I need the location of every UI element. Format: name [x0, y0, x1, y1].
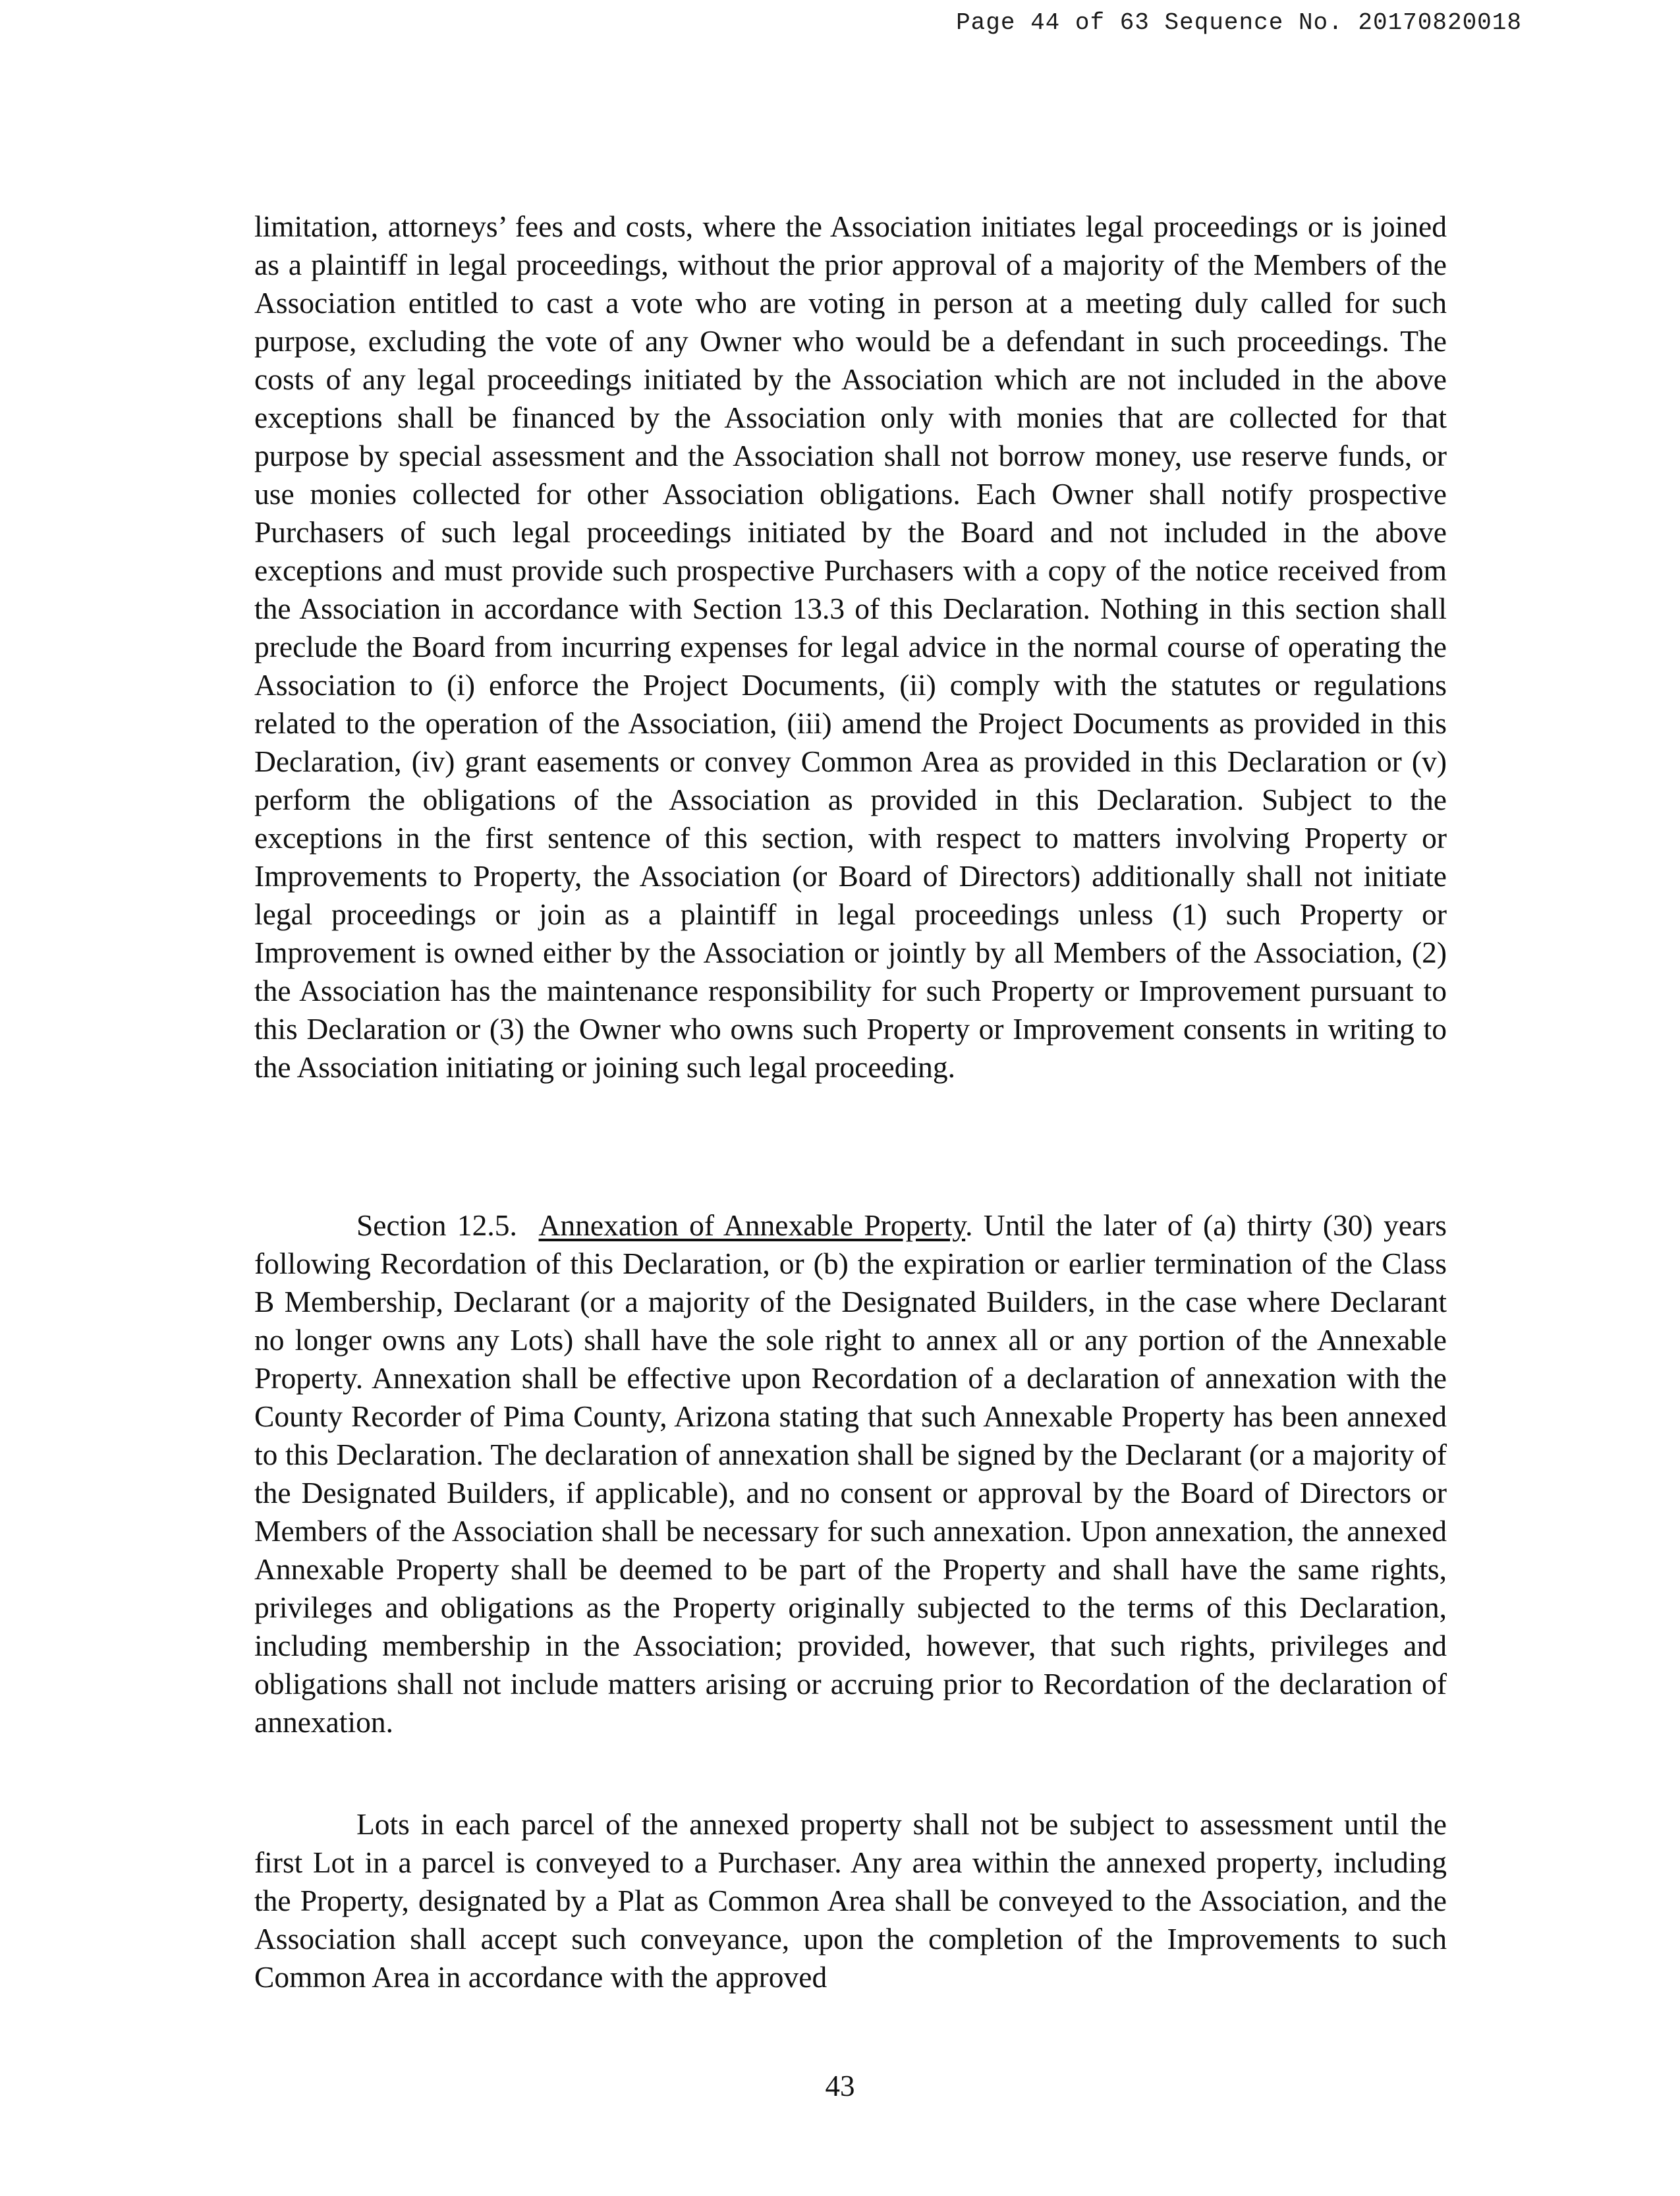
body-paragraph-legal-proceedings — [254, 208, 1447, 1086]
page-header: Page 44 of 63 Sequence No. 20170820018 — [956, 9, 1522, 36]
section-body: . Until the later of (a) thirty (30) years following Recordation of this Declaration, or (b) the expiration or earlier termination of the Class B Membership, Declarant (or a majority of the Designated Builders, in the case where Declarant no longer owns any Lots) shall have the sole right to annex all or any portion of the Annexable Property. Annexation shall be effective upon Recordation of a declaration of annexation with the County Recorder of Pima County, Arizona stating that such Annexable Property has been annexed to this Declaration. The declaration of annexation shall be signed by the Declarant (or a majority of the Designated Builders, if applicable), and no consent or approval by the Board of Directors or Members of the Association shall be necessary for such annexation. Upon annexation, the annexed Annexable Property shall be deemed to be part of the Property and shall have the same rights, privileges and obligations as the Property originally subjected to the terms of this Declaration, including membership in the Association; provided, however, that such rights, privileges and obligations shall not include matters arising or accruing prior to Recordation of the declaration of annexation. — [254, 1208, 1447, 1739]
body-paragraph-annexed-lots — [254, 1805, 1447, 1996]
paragraph-text — [254, 1206, 1447, 1741]
paragraph-text: Lots in each parcel of the annexed property shall not be subject to assessment until the first Lot in a parcel is conveyed to a Purchaser. Any area within the annexed property, including the Property, designated by a Plat as Common Area shall be conveyed to the Association, and the Association shall accept such conveyance, upon the completion of the Improvements to such Common Area in accordance with the approved — [254, 1807, 1447, 1994]
section-heading: Annexation of Annexable Property — [538, 1208, 966, 1242]
page-number: 43 — [825, 2069, 855, 2102]
paragraph-text: limitation, attorneys’ fees and costs, where the Association initiates legal proceedings or is joined as a plaintiff in legal proceedings, without the prior approval of a majority of the Members of the Association entitled to cast a vote who are voting in person at a meeting duly called for such purpose, excluding the vote of any Owner who would be a defendant in such proceedings. The costs of any legal proceedings initiated by the Association which are not included in the above exceptions shall be financed by the Association only with monies that are collected for that purpose by special assessment and the Association shall not borrow money, use reserve funds, or use monies collected for other Association obligations. Each Owner shall notify prospective Purchasers of such legal proceedings initiated by the Board and not included in the above exceptions and must provide such prospective Purchasers with a copy of the notice received from the Association in accordance with Section 13.3 of this Declaration. Nothing in this section shall preclude the Board from incurring expenses for legal advice in the normal course of operating the Association to (i) enforce the Project Documents, (ii) comply with the statutes or regulations related to the operation of the Association, (iii) amend the Project Documents as provided in this Declaration, (iv) grant easements or convey Common Area as provided in this Declaration or (v) perform the obligations of the Association as provided in this Declaration. Subject to the exceptions in the first sentence of this section, with respect to matters involving Property or Improvements to Property, the Association (or Board of Directors) additionally shall not initiate legal proceedings or join as a plaintiff in legal proceedings unless (1) such Property or Improvement is owned either by the Association or jointly by all Members of the Association, (2) the Association has the maintenance responsibility for such Property or Improvement pursuant to this Declaration or (3) the Owner who owns such Property or Improvement consents in writing to the Association initiating or joining such legal proceeding. — [254, 210, 1447, 1084]
body-paragraph-section-12-5 — [254, 1206, 1447, 1741]
section-number: Section 12.5. — [356, 1208, 517, 1242]
